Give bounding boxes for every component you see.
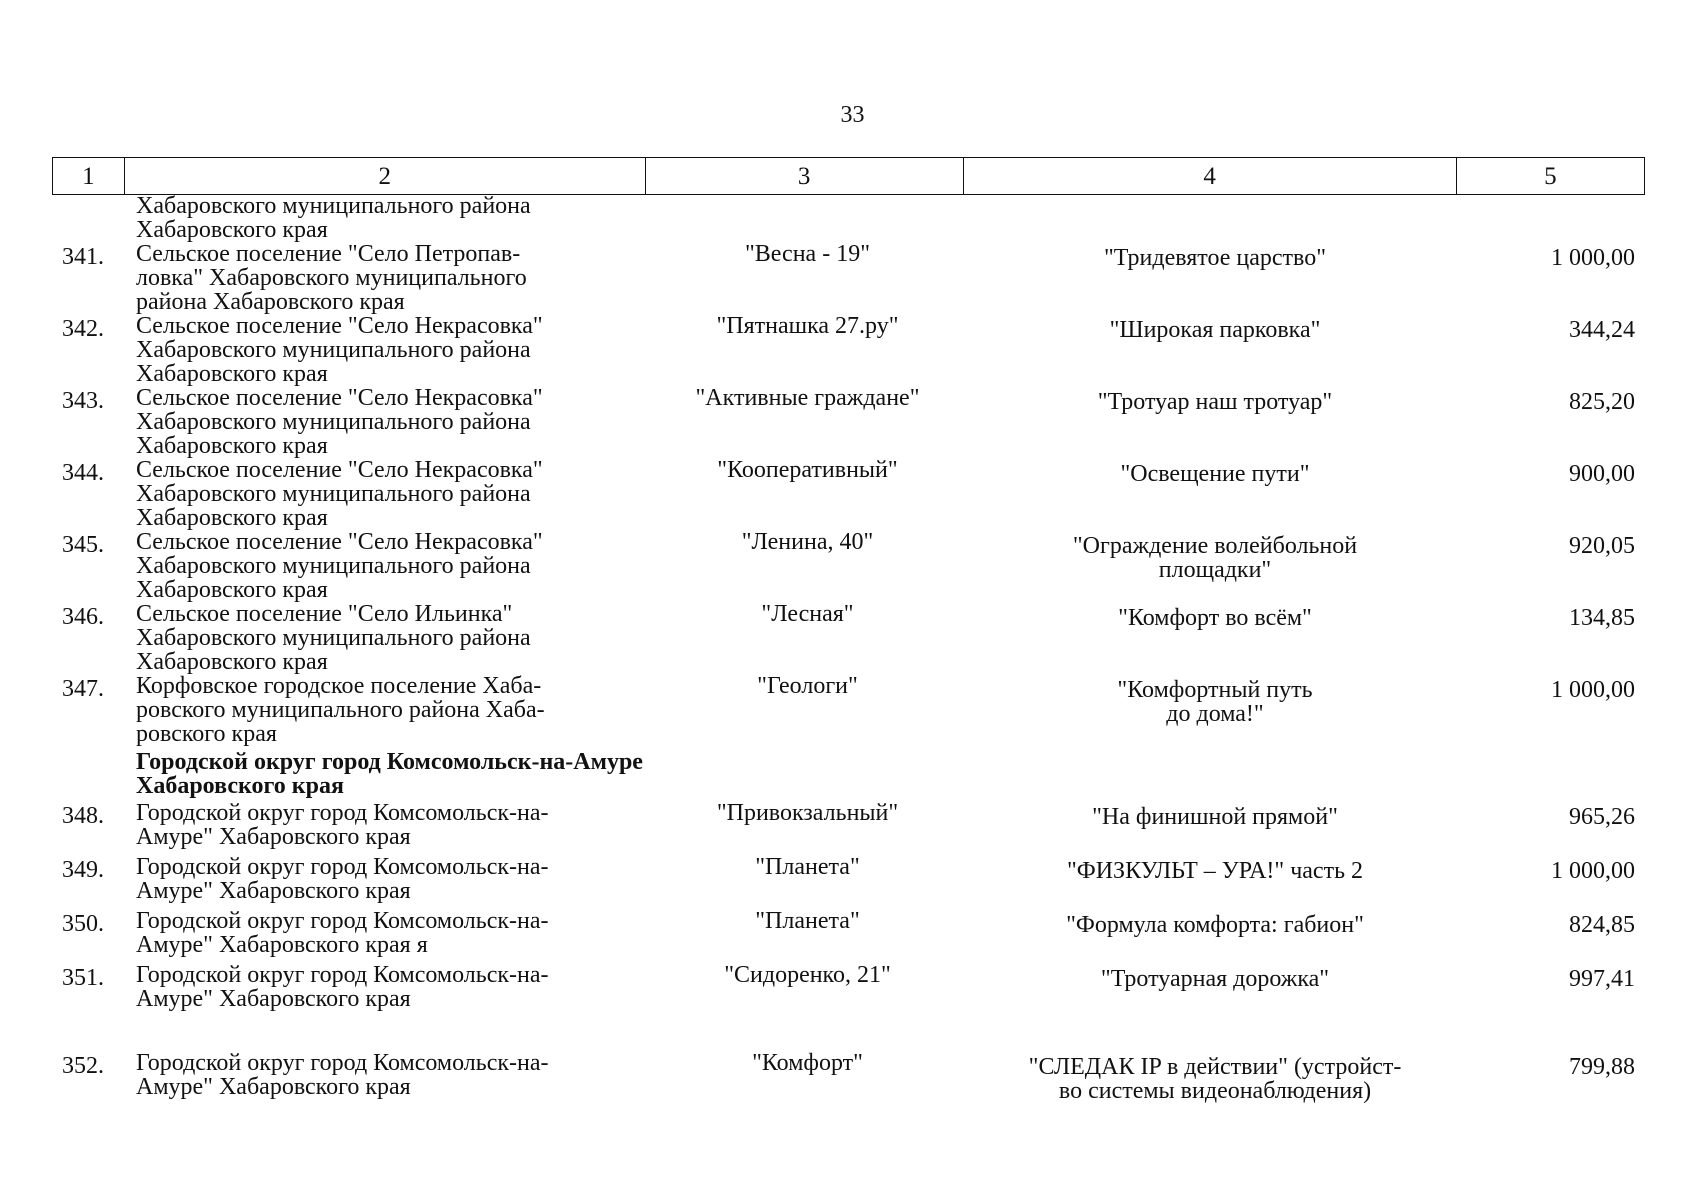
- amount-value: 824,85: [1569, 912, 1635, 938]
- amount-value: 900,00: [1569, 461, 1635, 487]
- municipality-name: [136, 458, 646, 530]
- row-number: 341.: [62, 244, 104, 270]
- municipality-line: Хабаровского муниципального района: [136, 481, 531, 507]
- municipality-name: [136, 909, 646, 957]
- municipality-line: Хабаровского муниципального района: [136, 337, 531, 363]
- municipality-line: Сельское поселение "Село Некрасовка": [136, 385, 543, 411]
- municipality-line: ровского края: [136, 721, 277, 747]
- tos-name: "Кооперативный": [717, 457, 898, 483]
- table-row: [0, 909, 1705, 957]
- municipality-line: Амуре" Хабаровского края: [136, 878, 411, 904]
- municipality-line: Сельское поселение "Село Некрасовка": [136, 457, 543, 483]
- table-row: [0, 602, 1705, 674]
- table-body: [0, 193, 1705, 1104]
- tos-name: "Планета": [755, 908, 860, 934]
- project-title-line: "Тротуарная дорожка": [1100, 966, 1330, 992]
- project-title: [975, 606, 1455, 630]
- tos-name: "Геологи": [757, 673, 858, 699]
- tos-name: "Сидоренко, 21": [724, 962, 891, 988]
- table-row: [0, 801, 1705, 849]
- municipality-line: Хабаровского края: [136, 577, 328, 603]
- amount-value: 920,05: [1569, 533, 1635, 559]
- table-row: [0, 386, 1705, 458]
- column-header-table: [52, 157, 1645, 195]
- tos-name: "Пятнашка 27.ру": [716, 313, 899, 339]
- project-title-line: до дома!": [1166, 701, 1264, 727]
- municipality-line: Корфовское городское поселение Хаба-: [136, 673, 542, 699]
- project-title-line: площадки": [1158, 557, 1272, 583]
- tos-name: "Активные граждане": [695, 385, 920, 411]
- group-heading-line: Городской округ город Комсомольск-на-Амуре: [136, 749, 643, 775]
- municipality-line: Городской округ город Комсомольск-на-: [136, 800, 549, 826]
- tos-name: "Ленина, 40": [741, 529, 874, 555]
- tos-name: "Весна - 19": [745, 241, 870, 267]
- municipality-name: [136, 242, 646, 314]
- continued-line: Хабаровского муниципального района: [136, 193, 531, 219]
- municipality-line: Сельское поселение "Село Петропав-: [136, 241, 521, 267]
- municipality-line: Амуре" Хабаровского края: [136, 1074, 411, 1100]
- municipality-line: Амуре" Хабаровского края я: [136, 932, 428, 958]
- project-title-line: "Формула комфорта: габион": [1066, 912, 1364, 938]
- project-title-line: "Комфортный путь: [1117, 677, 1313, 703]
- project-title: [975, 534, 1455, 582]
- project-title: [975, 913, 1455, 937]
- municipality-line: района Хабаровского края: [136, 289, 405, 315]
- group-heading: [0, 750, 1705, 798]
- municipality-line: Городской округ город Комсомольск-на-: [136, 908, 549, 934]
- project-title: [975, 462, 1455, 486]
- row-number: 349.: [62, 857, 104, 883]
- tos-name: "Привокзальный": [716, 800, 899, 826]
- project-title-line: "Ограждение волейбольной: [1072, 533, 1358, 559]
- municipality-name: [136, 855, 646, 903]
- rows-section-a: [0, 242, 1705, 746]
- group-heading-line: Хабаровского края: [136, 773, 344, 799]
- project-title: [975, 390, 1455, 414]
- municipality-line: Хабаровского края: [136, 361, 328, 387]
- column-header-1: 1: [53, 158, 125, 195]
- row-number: 342.: [62, 316, 104, 342]
- project-title: [975, 859, 1455, 883]
- project-title-line: "ФИЗКУЛЬТ – УРА!" часть 2: [1066, 858, 1364, 884]
- amount-value: 997,41: [1569, 966, 1635, 992]
- tos-name: "Лесная": [761, 601, 854, 627]
- municipality-name: [136, 674, 646, 746]
- municipality-name: [136, 314, 646, 386]
- municipality-line: Хабаровского муниципального района: [136, 409, 531, 435]
- row-number: 344.: [62, 460, 104, 486]
- table-row: [0, 530, 1705, 602]
- municipality-name: [136, 801, 646, 849]
- municipality-name: [136, 602, 646, 674]
- municipality-name: [136, 963, 646, 1011]
- project-title: [975, 318, 1455, 342]
- continued-text: [0, 194, 1705, 242]
- municipality-line: Хабаровского муниципального района: [136, 625, 531, 651]
- municipality-line: Сельское поселение "Село Некрасовка": [136, 313, 543, 339]
- municipality-line: Сельское поселение "Село Ильинка": [136, 601, 513, 627]
- municipality-line: Амуре" Хабаровского края: [136, 986, 411, 1012]
- amount-value: 825,20: [1569, 389, 1635, 415]
- project-title-line: "Широкая парковка": [1109, 317, 1321, 343]
- project-title: [975, 246, 1455, 270]
- row-number: 351.: [62, 965, 104, 991]
- amount-value: 965,26: [1569, 804, 1635, 830]
- project-title-line: "Комфорт во всём": [1118, 605, 1312, 631]
- page-number: 33: [840, 102, 865, 128]
- table-row: [0, 458, 1705, 530]
- project-title-line: "Освещение пути": [1120, 461, 1310, 487]
- amount-value: 1 000,00: [1551, 858, 1635, 884]
- table-row: [0, 674, 1705, 746]
- row-number: 347.: [62, 676, 104, 702]
- municipality-name: [136, 1051, 646, 1099]
- project-title-line: "На финишной прямой": [1092, 804, 1338, 830]
- row-number: 343.: [62, 388, 104, 414]
- municipality-line: Городской округ город Комсомольск-на-: [136, 962, 549, 988]
- project-title: [975, 1055, 1455, 1103]
- municipality-line: Городской округ город Комсомольск-на-: [136, 854, 549, 880]
- column-header-3: 3: [645, 158, 963, 195]
- table-row: [0, 242, 1705, 314]
- tos-name: "Планета": [755, 854, 860, 880]
- table-row: [0, 963, 1705, 1011]
- row-number: 348.: [62, 803, 104, 829]
- amount-value: 344,24: [1569, 317, 1635, 343]
- table-row: [0, 855, 1705, 903]
- table-row: [0, 314, 1705, 386]
- rows-section-b: [0, 800, 1705, 1104]
- row-number: 346.: [62, 604, 104, 630]
- row-number: 352.: [62, 1053, 104, 1079]
- municipality-name: [136, 386, 646, 458]
- municipality-line: Амуре" Хабаровского края: [136, 824, 411, 850]
- project-title-line: во системы видеонаблюдения): [1058, 1078, 1372, 1104]
- municipality-line: ловка" Хабаровского муниципального: [136, 265, 527, 291]
- municipality-line: ровского муниципального района Хаба-: [136, 697, 545, 723]
- municipality-name: [136, 530, 646, 602]
- amount-value: 799,88: [1569, 1054, 1635, 1080]
- municipality-line: Хабаровского края: [136, 433, 328, 459]
- amount-value: 1 000,00: [1551, 677, 1635, 703]
- project-title: [975, 805, 1455, 829]
- column-header-4: 4: [963, 158, 1456, 195]
- column-header-5: 5: [1456, 158, 1644, 195]
- project-title-line: "Тридевятое царство": [1103, 245, 1327, 271]
- project-title: [975, 967, 1455, 991]
- row-number: 345.: [62, 532, 104, 558]
- municipality-line: Городской округ город Комсомольск-на-: [136, 1050, 549, 1076]
- municipality-line: Хабаровского края: [136, 649, 328, 675]
- amount-value: 134,85: [1569, 605, 1635, 631]
- row-number: 350.: [62, 911, 104, 937]
- table-row: [0, 1050, 1705, 1104]
- municipality-line: Сельское поселение "Село Некрасовка": [136, 529, 543, 555]
- column-header-2: 2: [124, 158, 645, 195]
- project-title-line: "СЛЕДАК IP в действии" (устройст-: [1028, 1054, 1402, 1080]
- project-title-line: "Тротуар наш тротуар": [1097, 389, 1333, 415]
- project-title: [975, 678, 1455, 726]
- tos-name: "Комфорт": [752, 1050, 863, 1076]
- municipality-line: Хабаровского муниципального района: [136, 553, 531, 579]
- municipality-line: Хабаровского края: [136, 505, 328, 531]
- amount-value: 1 000,00: [1551, 245, 1635, 271]
- continued-line: Хабаровского края: [136, 217, 328, 243]
